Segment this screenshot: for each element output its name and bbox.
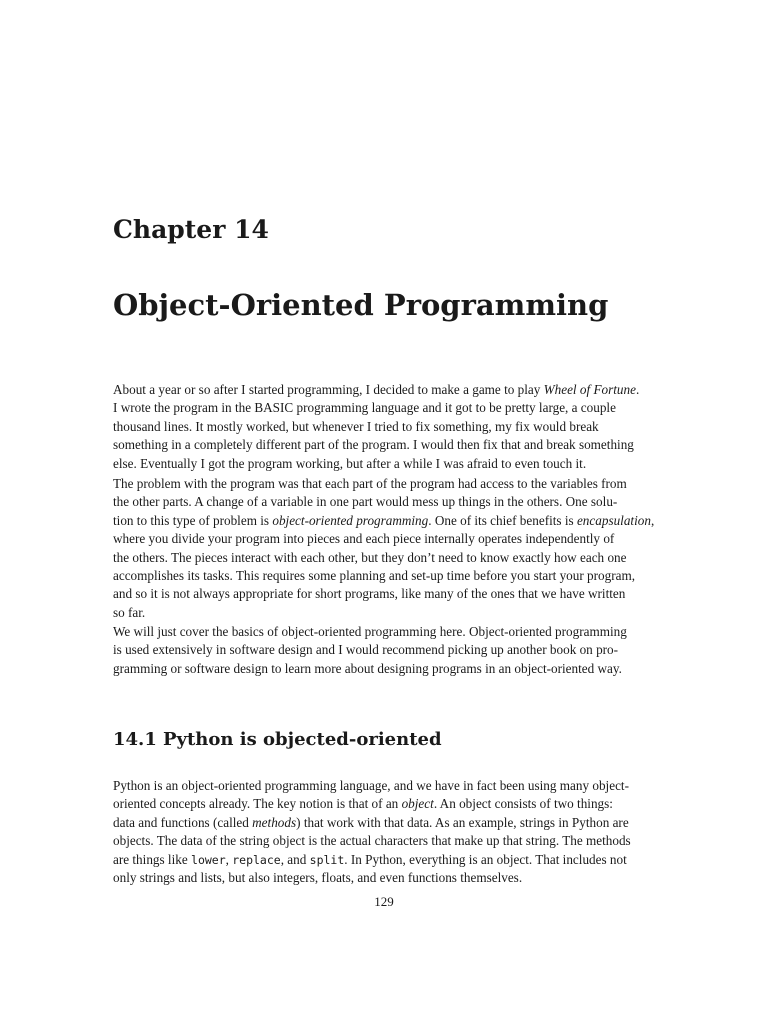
text-line: something in a completely different part of the program. I would then fix that and break something [113,437,634,453]
section-number: 14.1 [113,729,157,750]
section-heading [113,727,442,753]
emphasis-text: object [401,796,434,812]
emphasis-text: Wheel of Fortune [543,382,636,397]
emphasis-text: encapsulation [576,512,651,528]
emphasis-text: object-oriented programming [272,512,429,528]
emphasis-text: methods [252,814,297,830]
text-line: gramming or software design to learn more about designing programs in an object-oriented way. [113,660,622,676]
text-line: only strings and lists, but also integers, floats, and even functions themselves. [113,869,523,885]
text-line: so far. [113,604,146,620]
text-line: I wrote the program in the BASIC programming language and it got to be pretty large, a couple [113,400,616,416]
section-paragraph-1 [113,777,655,887]
section-title: Python is objected-oriented [163,729,442,750]
text-line: We will just cover the basics of object-oriented programming here. Object-oriented programming [113,624,627,639]
text-line: Python is an object-oriented programming language, and we have in fact been using many object- [113,778,629,793]
text-line: About a year or so after I started programming, I decided to make a game to play Wheel of Fortune. [113,382,640,397]
text-line: data and functions (called methods) that work with that data. As an example, strings in Python are [113,814,629,830]
chapter-label: Chapter 14 [113,215,269,244]
text-line: tion to this type of problem is object-oriented programming. One of its chief benefits is encapsulation, [113,512,655,528]
text-line: the others. The pieces interact with each other, but they don’t need to know exactly how each one [113,549,627,565]
text-line: is used extensively in software design and I would recommend picking up another book on pro- [113,642,619,658]
text-line: accomplishes its tasks. This requires some planning and set-up time before you start your program, [113,567,636,583]
code-text: split [309,852,345,867]
intro-paragraph-3 [113,623,655,678]
text-line: where you divide your program into pieces and each piece internally operates independently of [113,531,615,547]
text-line: thousand lines. It mostly worked, but whenever I tried to fix something, my fix would break [113,418,599,434]
intro-paragraph-1 [113,381,655,473]
text-line: objects. The data of the string object is the actual characters that make up that string. The methods [113,833,631,849]
chapter-title: Object-Oriented Programming [113,288,609,322]
code-text: replace [232,852,281,867]
text-line: the other parts. A change of a variable in one part would mess up things in the others. One solu- [113,494,618,510]
text-line: oriented concepts already. The key notion is that of an object. An object consists of two things: [113,796,613,812]
intro-paragraph-2 [113,475,655,622]
code-text: lower [191,852,226,867]
text-line: else. Eventually I got the program working, but after a while I was afraid to even touch it. [113,455,587,471]
text-line: The problem with the program was that each part of the program had access to the variables from [113,476,627,491]
text-line: are things like lower, replace, and split. In Python, everything is an object. That includes not [113,851,627,867]
text-line: and so it is not always appropriate for short programs, like many of the ones that we have written [113,586,626,602]
page-number: 129 [374,894,394,909]
